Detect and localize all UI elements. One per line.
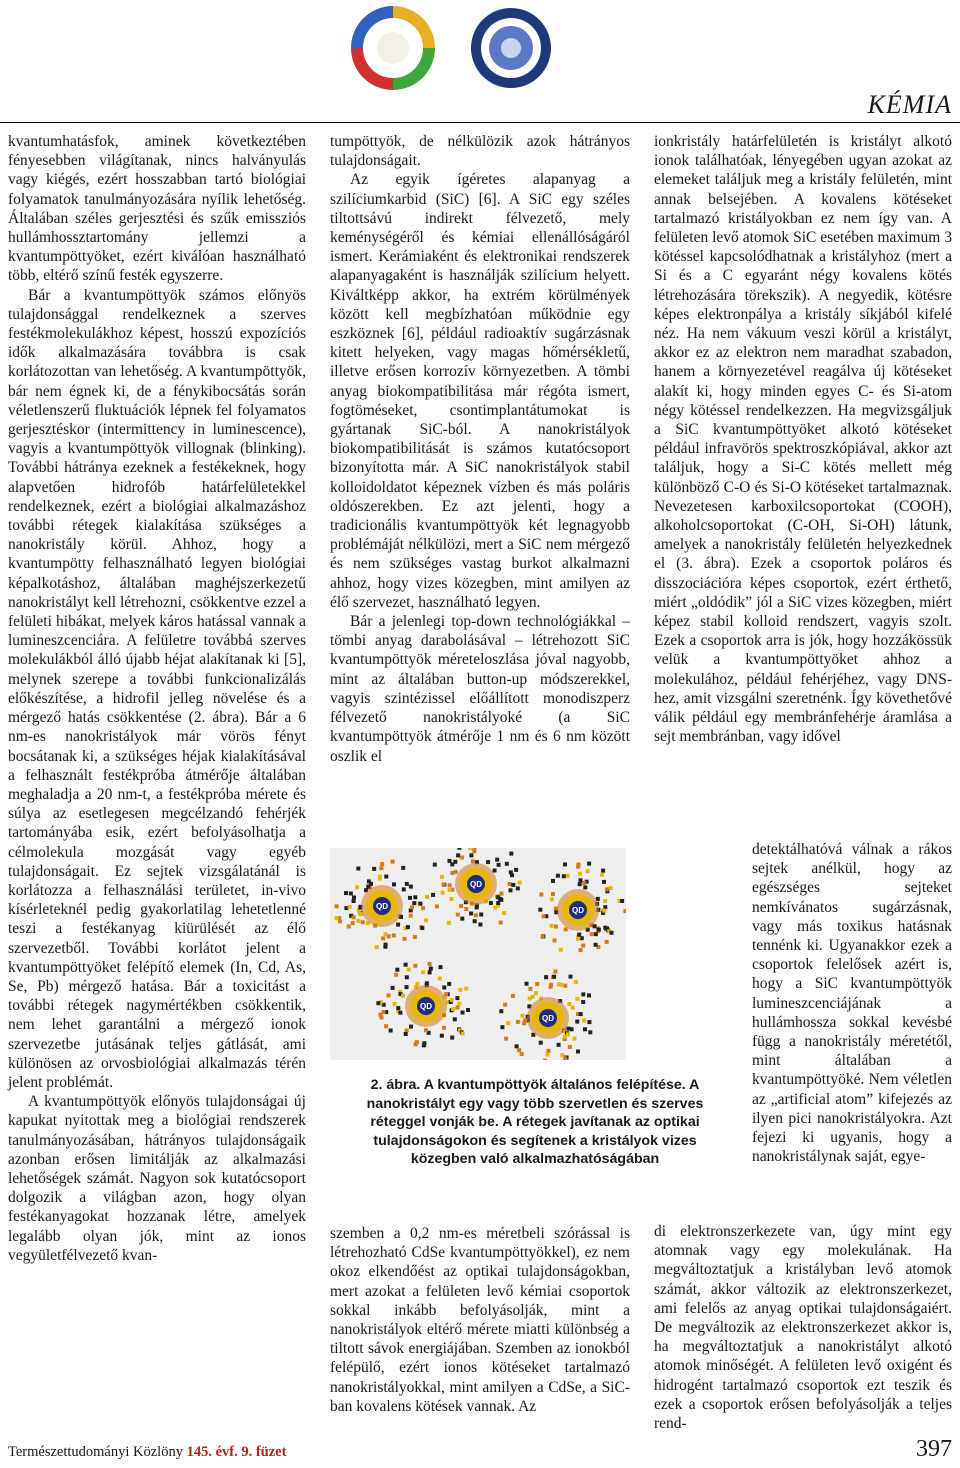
ligand-mark [539, 893, 543, 897]
ligand-mark [456, 853, 460, 857]
ligand-mark [496, 901, 500, 905]
qd-label: QD [420, 1002, 432, 1011]
ligand-mark [475, 905, 479, 909]
ligand-mark [383, 945, 387, 949]
ligand-mark [581, 992, 585, 996]
ligand-mark [500, 1025, 504, 1029]
qd-label: QD [542, 1014, 554, 1023]
ligand-mark [509, 888, 513, 892]
ligand-mark [440, 875, 444, 879]
ligand-mark [508, 882, 512, 886]
ligand-mark [428, 970, 432, 974]
ligand-mark [420, 926, 424, 930]
ligand-mark [381, 936, 385, 940]
ligand-mark [406, 925, 410, 929]
ligand-mark [461, 1032, 465, 1036]
ligand-mark [559, 948, 563, 952]
ligand-mark [425, 895, 429, 899]
text-column-3 [654, 132, 952, 747]
ligand-mark [428, 962, 432, 966]
ligand-mark [394, 973, 398, 977]
ligand-mark [566, 874, 570, 878]
ligand-mark [348, 905, 352, 909]
ligand-mark [517, 1048, 521, 1052]
ligand-mark [603, 899, 607, 903]
ligand-mark [456, 1006, 460, 1010]
ligand-mark [375, 945, 379, 949]
ligand-mark [571, 1006, 575, 1010]
ligand-mark [504, 1037, 508, 1041]
ligand-mark [583, 885, 587, 889]
ligand-mark [335, 904, 339, 908]
ligand-mark [587, 862, 591, 866]
paragraph: kvantumhatásfok, aminek következtében fényesebben világítanak, nincs halványulás vagy kiégés, ezért hosszabban tartó biológiai folyamatok tanulmányozására nyílik lehetőség. Általában széles gerjesztési és szűk emissziós hullámhossztartomány jellemzi a kvantumpöttyöket, ezért kiválóan használható több, eltérő színű festék egyszerre. [8, 133, 306, 285]
ligand-mark [493, 869, 497, 873]
paragraph: Az egyik ígéretes alapanyag a szilíciumkarbid (SiC) [6]. A SiC egy széles tiltottsávú indirekt félvezető, mely keménységéről és kémiai ellenállóságáról ismert. Kerámiaként és elektronikai rendszerek alapanyagaként is használják szilícium helyett. Kiváltképp akkor, ha extrém körülmények között kell megbízhatóan működnie egy eszköznek [6], például radioaktív sugárzásnak kitett helyeken, vagy magas hőmérsékletű, illetve erősen korrozív környezetben. A tömbi anyag biokompatibilitása már régóta ismert, fogtöméseket, csontimplantátumokat is gyártanak SiC-ból. A nanokristályok biokompatibilitását is számos kutatócsoport bizonyította már. A SiC nanokristályok stabil kolloidoldatot képeznek vízben és más poláris oldószerekben. Ez azt jelenti, hogy a tradicionális kvantumpöttyök két legnagyobb problémáját nélkülözi, mert a SiC nem mérgező és nem szükséges vastag burkot alkalmazni ahhoz, hogy vizes közegben, mint amilyen az élő szervezet, használható legyen. [330, 171, 630, 611]
ligand-mark [479, 913, 483, 917]
ligand-mark [489, 901, 493, 905]
ligand-mark [575, 997, 579, 1001]
ligand-mark [459, 904, 463, 908]
ligand-mark [554, 925, 558, 929]
ligand-mark [457, 848, 461, 850]
ligand-mark [401, 866, 405, 870]
footer-journal [8, 1444, 286, 1461]
ligand-mark [499, 921, 503, 925]
section-label: KÉMIA [867, 90, 952, 119]
ligand-mark [528, 987, 532, 991]
ligand-mark [415, 1040, 419, 1044]
ligand-mark [502, 911, 506, 915]
ligand-mark [578, 882, 582, 886]
ligand-mark [539, 1041, 543, 1045]
paragraph: szemben a 0,2 nm-es méretbeli szórással is létrehozható CdSe kvantumpöttyökkel), ez nem okoz elkendőést az optikai tulajdonságokban, mert azokat a felületen levő kémiai csoportok sokkal inkább befolyásolják, mint a nanokristályok eltérő mérete miatti különbség a tiltott sávok energiájában. Szemben az ionokból felépülő, ezért ionos kötéseket tartalmazó nanokristályokkal, mint amilyen a CdSe, a SiC-ban kovalens kötések vannak. Az [330, 1225, 630, 1415]
ligand-mark [455, 996, 459, 1000]
ligand-mark [587, 1020, 591, 1024]
ligand-mark [453, 860, 457, 864]
ligand-mark [380, 1016, 384, 1020]
ligand-mark [486, 860, 490, 864]
ligand-mark [588, 1030, 592, 1034]
ligand-mark [600, 873, 604, 877]
ligand-mark [425, 981, 429, 985]
text-column-2-continued [330, 1224, 630, 1416]
ligand-mark [352, 915, 356, 919]
figure-caption: 2. ábra. A kvantumpöttyök általános felépítése. A nanokristályt egy vagy több szervetlen és szerves réteggel vonják be. A rétegek javítanak az optikai tulajdonságokon és segítenek a kristályok vizes közegben való alkalmazhatóságában [366, 1077, 704, 1168]
ligand-mark [458, 988, 462, 992]
ligand-mark [413, 895, 417, 899]
ligand-mark [404, 1032, 408, 1036]
ligand-mark [518, 881, 522, 885]
text-column-3-continued [654, 1222, 952, 1433]
ligand-mark [534, 991, 538, 995]
ligand-mark [590, 932, 594, 936]
ligand-mark [531, 995, 535, 999]
ligand-mark [516, 1020, 520, 1024]
ligand-mark [574, 980, 578, 984]
ligand-mark [573, 1037, 577, 1041]
ligand-mark [520, 1052, 524, 1056]
ligand-mark [569, 975, 573, 979]
ligand-mark [549, 983, 553, 987]
ligand-mark [542, 914, 546, 918]
ligand-mark [450, 871, 454, 875]
ligand-mark [347, 925, 351, 929]
ligand-mark [499, 1009, 503, 1013]
ligand-mark [541, 935, 545, 939]
ligand-mark [535, 982, 539, 986]
ligand-mark [582, 1019, 586, 1023]
ligand-mark [578, 872, 582, 876]
ligand-mark [404, 963, 408, 967]
ligand-mark [593, 924, 597, 928]
ligand-mark [392, 933, 396, 937]
ligand-mark [557, 1043, 561, 1047]
ligand-mark [352, 896, 356, 900]
quantum-dot [376, 962, 470, 1047]
ligand-mark [372, 867, 376, 871]
ligand-mark [523, 1018, 527, 1022]
page-number: 397 [916, 1436, 952, 1462]
ligand-mark [579, 1012, 583, 1016]
paragraph: Bár a jelenlegi top-down technológiákkal – tömbi anyag darabolásával – létrehozott SiC kvantumpöttyök méreteloszlása jóval nagyobb, mint az általában button-up módszerekkel, vagyis szintézissel előállított monodiszperz félvezető nanokristályoké (a SiC kvantumpöttyök átmérője 1 nm és 6 nm között oszlik el [330, 613, 630, 765]
ligand-mark [344, 891, 348, 895]
ligand-mark [469, 912, 473, 916]
ligand-mark [579, 878, 583, 882]
ligand-mark [395, 968, 399, 972]
ligand-mark [552, 975, 556, 979]
ligand-mark [563, 984, 567, 988]
ligand-mark [597, 928, 601, 932]
ligand-mark [442, 986, 446, 990]
ligand-mark [424, 918, 428, 922]
ligand-mark [473, 919, 477, 923]
ligand-mark [469, 853, 473, 857]
ligand-mark [514, 868, 518, 872]
ligand-mark [586, 869, 590, 873]
ligand-mark [556, 874, 560, 878]
ligand-mark [602, 880, 606, 884]
ligand-mark [393, 1002, 397, 1006]
ligand-mark [495, 858, 499, 862]
ligand-mark [602, 909, 606, 913]
ligand-mark [389, 1029, 393, 1033]
ligand-mark [516, 886, 520, 890]
ligand-mark [576, 1050, 580, 1054]
ligand-mark [384, 932, 388, 936]
ligand-mark [448, 883, 452, 887]
ligand-mark [391, 860, 395, 864]
ligand-mark [413, 964, 417, 968]
paragraph: A kvantumpöttyök előnyös tulajdonságai új kapukat nyitottak meg a biológiai rendszerek tanulmányozásában, hátrányos tulajdonságaik azonban erősen limitálják az alkalmazási lehetőségek számát. Nagyon sok kutatócsoport dolgozik a világban azon, hogy olyan festékanyagokat hozzanak létre, amelyek legalább olyan jók, mint az ionos vegyületfélvezető kvan- [8, 1093, 306, 1264]
ligand-mark [582, 881, 586, 885]
ligand-mark [500, 892, 504, 896]
ligand-mark [384, 875, 388, 879]
journal-volume: 145. évf. 9. füzet [186, 1444, 287, 1460]
text-column-2 [330, 132, 630, 766]
ligand-mark [444, 992, 448, 996]
ligand-mark [544, 975, 548, 979]
quantum-dot [335, 860, 430, 950]
ligand-mark [567, 1027, 571, 1031]
ligand-mark [356, 867, 360, 871]
ligand-mark [623, 909, 626, 913]
ligand-mark [546, 1053, 550, 1057]
ligand-mark [464, 987, 468, 991]
qd-label: QD [470, 880, 482, 889]
quantum-dot [499, 970, 592, 1061]
ligand-mark [550, 924, 554, 928]
ligand-mark [433, 863, 437, 867]
ligand-mark [387, 994, 391, 998]
ligand-mark [435, 904, 439, 908]
ligand-mark [601, 869, 605, 873]
ligand-mark [579, 948, 583, 952]
ligand-mark [396, 923, 400, 927]
ligand-mark [509, 870, 513, 874]
text-column-1 [8, 132, 306, 1265]
ligand-mark [551, 879, 555, 883]
ligand-mark [576, 937, 580, 941]
ligand-mark [587, 993, 591, 997]
ligand-mark [505, 862, 509, 866]
ligand-mark [450, 998, 454, 1002]
journal-logo-icon [342, 0, 444, 98]
ligand-mark [461, 1011, 465, 1015]
ligand-mark [450, 1036, 454, 1040]
ligand-mark [410, 905, 414, 909]
paragraph: tumpöttyök, de nélkülözik azok hátrányos tulajdonságait. [330, 133, 630, 170]
ligand-mark [525, 982, 529, 986]
ligand-mark [429, 967, 433, 971]
header-rule [0, 122, 960, 123]
ligand-mark [581, 944, 585, 948]
journal-name: Természettudományi Közlöny [8, 1444, 183, 1460]
ligand-mark [405, 882, 409, 886]
ligand-mark [391, 986, 395, 990]
ligand-mark [563, 1035, 567, 1039]
ligand-mark [451, 1007, 455, 1011]
ligand-mark [335, 916, 339, 920]
ligand-mark [543, 1059, 547, 1060]
ligand-mark [396, 1006, 400, 1010]
ligand-mark [466, 1008, 470, 1012]
ligand-mark [503, 1003, 507, 1007]
ligand-mark [409, 885, 413, 889]
ligand-mark [442, 1026, 446, 1030]
ligand-mark [405, 1029, 409, 1033]
ligand-mark [382, 1010, 386, 1014]
ligand-mark [453, 1017, 457, 1021]
ligand-mark [521, 1014, 525, 1018]
ligand-mark [468, 848, 472, 850]
ligand-mark [560, 1053, 564, 1057]
ligand-mark [421, 906, 425, 910]
ligand-mark [567, 1002, 571, 1006]
ligand-mark [401, 994, 405, 998]
ligand-mark [440, 1034, 444, 1038]
ligand-mark [538, 908, 542, 912]
ligand-mark [338, 919, 342, 923]
ligand-mark [405, 975, 409, 979]
ligand-mark [431, 893, 435, 897]
ligand-mark [478, 923, 482, 927]
ligand-mark [379, 866, 383, 870]
ligand-mark [568, 1045, 572, 1049]
ligand-mark [409, 1025, 413, 1029]
ligand-mark [448, 859, 452, 863]
ligand-mark [378, 875, 382, 879]
ligand-mark [402, 887, 406, 891]
ligand-mark [553, 970, 557, 974]
ligand-mark [355, 885, 359, 889]
quantum-dot [431, 848, 522, 927]
ligand-mark [403, 937, 407, 941]
ligand-mark [471, 859, 475, 863]
ligand-mark [447, 921, 451, 925]
ligand-mark [456, 913, 460, 917]
ligand-mark [351, 921, 355, 925]
ligand-mark [474, 913, 478, 917]
ligand-mark [553, 938, 557, 942]
qd-label: QD [376, 902, 388, 911]
ligand-mark [392, 882, 396, 886]
quantum-dot [538, 862, 626, 953]
ligand-mark [557, 982, 561, 986]
ligand-mark [408, 896, 412, 900]
ligand-mark [464, 907, 468, 911]
ligand-mark [438, 977, 442, 981]
ligand-mark [460, 917, 464, 921]
ligand-mark [441, 891, 445, 895]
ligand-mark [361, 920, 365, 924]
ligand-mark [605, 887, 609, 891]
ligand-mark [369, 882, 373, 886]
ligand-mark [412, 901, 416, 905]
ligand-mark [418, 902, 422, 906]
ligand-mark [384, 1024, 388, 1028]
ligand-mark [575, 1020, 579, 1024]
ligand-mark [352, 899, 356, 903]
ligand-mark [448, 888, 452, 892]
paragraph: Bár a kvantumpöttyök számos előnyös tulajdonsággal rendelkeznek a szerves festékmolekulákhoz képest, hosszú expozíciós idők alkalmazására továbbra is csak korlátozottan van lehetőség. A kvantumpöttyök, bár nem égnek ki, de a fénykibocsátás során véletlenszerű fluktuációk lépnek fel folyamatos gerjesztéskor (intermittency in luminescence), vagyis a kvantumpöttyök villognak (blinking). További hátránya ezeknek a festékeknek, hogy alapvetően hidrofób határfelületekkel rendelkeznek, ezért a biológiai alkalmazáshoz további rétegek kialakítása szükséges a nanokristály körül. Ahhoz, hogy a kvantumpötty felhasználható legyen biológiai képalkotáshoz, általában maghéjszerkezetű nanokristályt kell létrehozni, csökkentve ezzel a felületi hibákat, melyek káros hatással vannak a lumineszcenciára. A felületre továbbá szerves molekulákból álló újabb héjat alakítanak ki [5], melynek szerepe a további funkcionalizálás előkészítése, a hidrofil jelleg növelése és a mérgező hatás csökkentése (2. ábra). Bár a 6 nm-es nanokristályok már vörös fényt bocsátanak ki, a szükséges héjak kialakításával a felhasznált festékpróba átmérője általában meghaladja a 20 nm-t, a festékpróba mérete és súlya az esetlegesen megcélzandó fehérjék tartományába esik, ezért befolyásolhatja a célmolekula mozgását vagy egyéb tulajdonságait. Ez sejtek vizsgálatánál is korlátozza a felhasználási területet, in-vivo kísérleteknél pedig gyakorlatilag lehetetlenné teszi a festékanyag kiürülését az élő szervezetből. További korlátot jelent a kvantumpöttyöket felépítő elemek (In, Cd, As, Se, Pb) mérgező hatása. Bár a toxicitást a további rétegek nagymértékben csökkentik, nem lehet garantálni a mérgező ionok szervezetbe jutásának teljes gátlását, ami különösen az orvosbiológiai alkalmazás térén jelent problémát. [8, 286, 306, 1091]
ligand-mark [551, 892, 555, 896]
ligand-mark [547, 1049, 551, 1053]
ligand-mark [577, 863, 581, 867]
ligand-mark [509, 852, 513, 856]
ligand-mark [447, 982, 451, 986]
ligand-mark [439, 965, 443, 969]
ligand-mark [563, 862, 567, 866]
ligand-mark [349, 892, 353, 896]
paragraph: ionkristály határfelületén is kristályt alkotó ionok találhatóak, lényegében ugyan azokat az elemeket találjuk meg a kristály felületén, mint annak belsejében. A kovalens kötéseket tartalmazó kristályokban ez nem így van. A felületen levő atomok SiC esetében maximum 3 kötéssel kapcsolódhatnak a kristályhoz (mert a Si és a C egyaránt négy kovalens kötés létrehozására törekszik). A negyedik, kötésre képes elektronpálya a kristály síkjából kifelé néz. Ha nem vákuum veszi körül a kristályt, akkor ez az elektron nem maradhat szabadon, hanem a környezetével reagálva új kötéseket alakít ki, hogy minden egyes C- és Si-atom négy kötéssel rendelkezzen. Ha megvizsgáljuk a SiC kvantumpöttyöket alkotó kötéseket például infravörös spektroszkópiával, akkor azt találjuk, hogy a Si-C kötés mellett még különböző C-O és Si-O kötéseket tartalmaznak. Nevezetesen karboxilcsoportokat (COOH), alkoholcsoportokat (C-OH, Si-OH) látunk, amelyek a nanokristály felületén helyezkednek el (3. ábra). Ezek a csoportok poláros és disszociációra képes csoportok, ezért érthető, miért „oldódik” jól a SiC vizes közegben, miért képez stabil kolloid rendszert, vagyis szolt. Ezek a csoportok arra is jók, hogy hozzákössük velük a kvantumpöttyöket ahhoz a molekulához, például fehérjéhez, vagy DNS-hez, amit vizsgálni szeretnénk. Így követhetővé válik például egy membránfehérje áramlása a sejt membránban, vagy idővel [654, 133, 952, 746]
ligand-mark [457, 1002, 461, 1006]
ligand-mark [511, 883, 515, 887]
ligand-mark [473, 848, 477, 851]
ligand-mark [424, 1028, 428, 1032]
ligand-mark [583, 1027, 587, 1031]
text-column-3-narrow [752, 840, 952, 1166]
ligand-mark [594, 932, 598, 936]
ligand-mark [398, 1011, 402, 1015]
ligand-mark [506, 1021, 510, 1025]
society-seal-icon [460, 0, 562, 98]
ligand-mark [550, 897, 554, 901]
ligand-mark [421, 970, 425, 974]
quantum-dot-figure [330, 848, 626, 1060]
ligand-mark [511, 994, 515, 998]
ligand-mark [442, 883, 446, 887]
ligand-mark [580, 936, 584, 940]
ligand-mark [562, 874, 566, 878]
ligand-mark [581, 1000, 585, 1004]
ligand-mark [460, 856, 464, 860]
paragraph: di elektronszerkezete van, úgy mint egy atomnak vagy egy molekulának. Ha megváltoztatjuk a kristályban levő atomok számát, akkor változik az elektronszerkezet, ami felelős az anyag optikai tulajdonságaiért. De megváltozik az elektronszerkezet akkor is, ha megváltoztatjuk a nanokristályt alkotó atomok minőségét. A felületen levő oxigént és hidrogént tartalmazó csoportok ezt teszik és ezek a csoportok erősen befolyásolják a teljes rend- [654, 1223, 952, 1433]
ligand-mark [620, 899, 624, 903]
ligand-mark [564, 927, 568, 931]
qd-label: QD [572, 906, 584, 915]
ligand-mark [515, 1044, 519, 1048]
paragraph: detektálhatóvá válnak a rákos sejtek anélkül, hogy az egészséges sejteket nemkívánatos sugárzásnak, vagy más toxikus hatásnak tennénk ki. Ugyanakkor ezek a csoportok felelősek azért is, hogy a SiC kvantumpöttyök lumineszcenciájának a hullámhossza sokkal kevésbé függ a nanokristály méretétől, mint általában a kvantumpöttyöké. Nem véletlen az „artificial atom” kifejezés az ilyen pici nanokristályokra. Azt fejezi ki ugyanis, hogy a nanokristálynak saját, egye- [752, 841, 952, 1166]
ligand-mark [405, 985, 409, 989]
ligand-mark [413, 935, 417, 939]
quantum-dot-illustration [330, 848, 626, 1060]
ligand-mark [450, 897, 454, 901]
ligand-mark [380, 862, 384, 866]
ligand-mark [610, 931, 614, 935]
ligand-mark [407, 968, 411, 972]
ligand-mark [409, 914, 413, 918]
ligand-mark [493, 906, 497, 910]
ligand-mark [356, 919, 360, 923]
ligand-mark [594, 943, 598, 947]
ligand-mark [577, 933, 581, 937]
ligand-mark [605, 940, 609, 944]
ligand-mark [422, 1043, 426, 1047]
ligand-mark [497, 863, 501, 867]
ligand-mark [376, 1001, 380, 1005]
